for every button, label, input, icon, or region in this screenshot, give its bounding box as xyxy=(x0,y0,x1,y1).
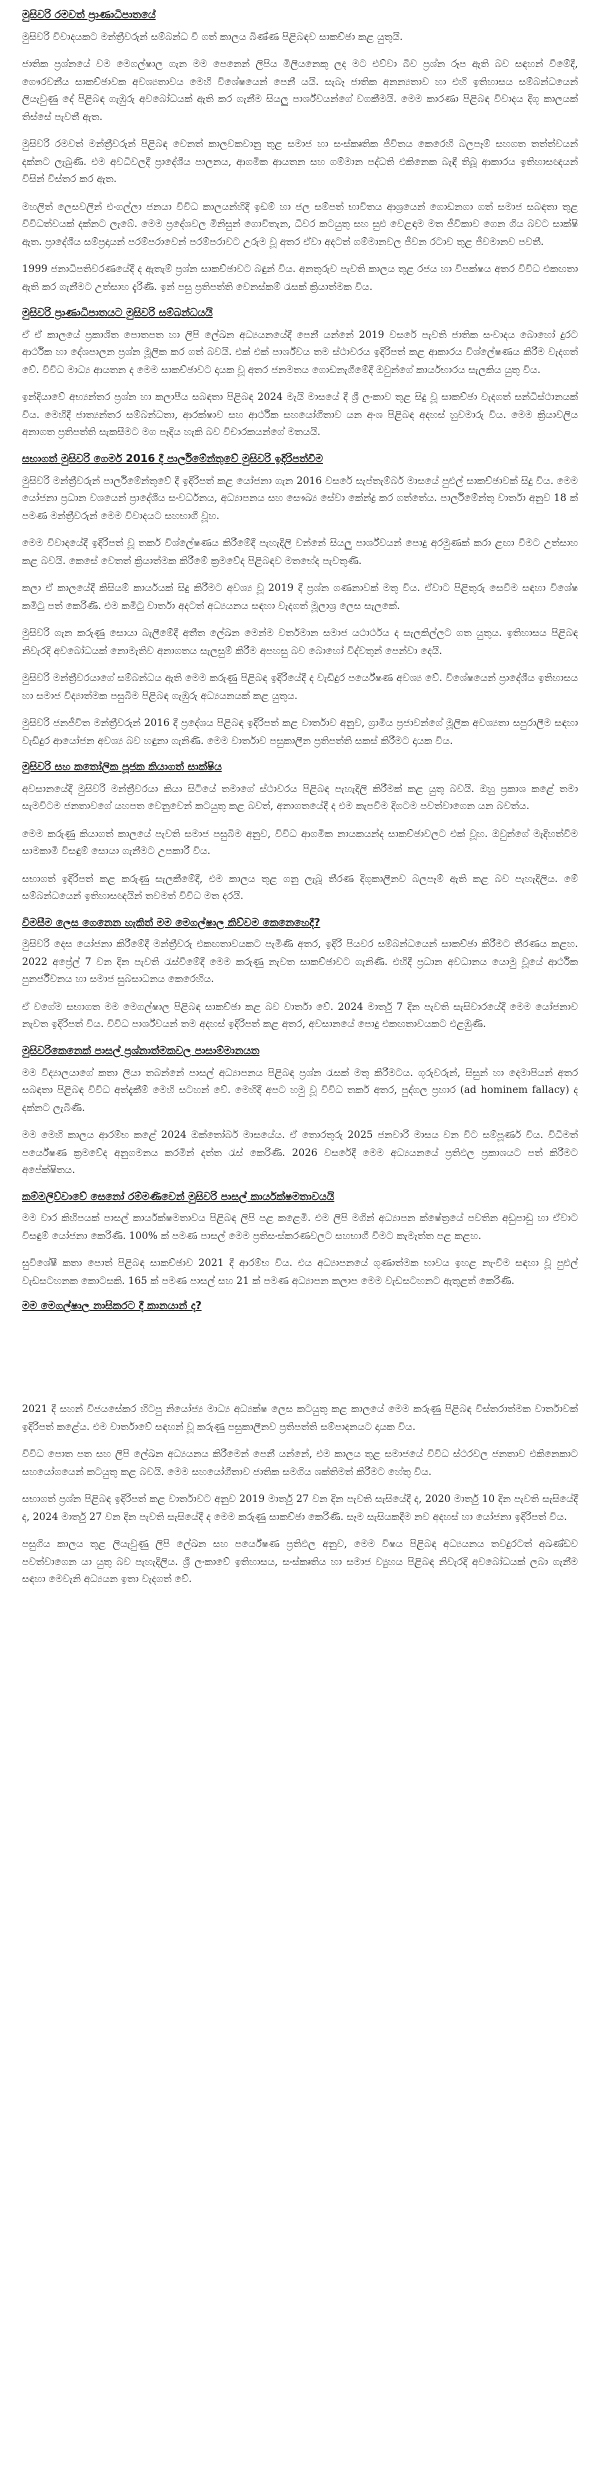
section-heading: මුසිවරි රමවත් ප්‍රාණාධිපාතයේ xyxy=(22,9,156,21)
paragraph: මුසිවරි ජනජීවිත මන්ත්‍රීවරුන් 2016 දී ප්‍රදේශය පිළිබඳ ඉදිරිපත් කළ වාර්තාව අනුව, ග්‍රාමීය ප්‍රජාවන්ගේ මූලික අවශ්‍යතා සපුරාලීම සඳහා වැඩිදුර ආයෝජන අවශ්‍ය බව හඳුනා ගැනිණි. මෙම වාර්තාව පසුකාලීන ප්‍රතිපත්ති සකස් කිරීමට දායක විය. xyxy=(22,718,578,747)
paragraph: 2021 දී සහන් විජයසේකර හිටපු නියෝජ්‍ය මාධ්‍ය අධ්‍යක්ෂ ලෙස කටයුතු කළ කාලයේ මෙම කරුණු පිළිබඳ විස්තරාත්මක වාර්තාවක් ඉදිරිපත් කළේය. එම වාර්තාවේ සඳහන් වූ කරුණු පසුකාලීනව ප්‍රතිපත්ති සම්පාදනයට දායක විය. xyxy=(22,1404,578,1433)
paragraph: මුසිවරි රමවත් මන්ත්‍රීවරුන් පිළිබඳ වෙනත් කාලවකවානු තුළ සමාජ හා සංස්කෘතික ජීවිතය කෙරෙහි බලපෑම් සහගත තත්ත්වයන් දක්නට ලැබුණි. එම අවධිවලදී ප්‍රාදේශීය පාලනය, ආගමික ආයතන සහ ගම්මාන පද්ධති එකිනෙක බැඳී තිබූ ආකාරය ඉතිහාසඥයන් විසින් විස්තර කර ඇත. xyxy=(22,139,578,186)
paragraph: මුසිවරි ගැන කරුණු සොයා බැලීමේදී අතීත ලේඛන මෙන්ම වර්තමාන සමාජ යථාර්ථය ද සැලකිල්ලට ගත යුතුය. ඉතිහාසය පිළිබඳ නිවැරදි අවබෝධයක් නොමැතිව අනාගතය සැලසුම් කිරීම අපහසු බව බොහෝ විද්වතුන් පෙන්වා දෙයි. xyxy=(22,628,578,657)
section-1 xyxy=(22,8,578,296)
paragraph: මම විද්‍යාලයාගේ කතා ලියා තබන්නේ පාසල් අධ්‍යාපනය පිළිබඳ ප්‍රශ්න රැසක් මතු කිරීමටය. ගුරුවරුන්, සිසුන් හා දෙමාපියන් අතර සබඳතා පිළිබඳ විවිධ අත්දැකීම් මෙහි සටහන් වේ. මෙහිදී අපට හමු වූ විවිධ තර්ක අතර, පුද්ගල ප්‍රහාර (ad hominem fallacy) ද දක්නට ලැබිණි. xyxy=(22,1067,578,1114)
paragraph: ඒ වගේම සභාගත මම මෙගල්ෂාල පිළිබඳ සාකච්ඡා කළ බව වාර්තා වේ. 2024 මාර්තු 7 දින පැවති සැසිවාරයේදී මෙම යෝජනාව නැවත ඉදිරිපත් විය. විවිධ පාර්ශ්වයන් තම අදහස් ඉදිරිපත් කළ අතර, අවසානයේ පොදු එකඟතාවයකට එළඹුණි. xyxy=(22,1001,578,1031)
paragraph: ඉන්දියාවේ අභ්‍යන්තර ප්‍රශ්න හා කලාපීය සබඳතා පිළිබඳ 2024 මැයි මාසයේ දී ශ්‍රී ලංකාව තුළ සිදු වූ සාකච්ඡා වැදගත් සන්ධිස්ථානයක් විය. මෙහිදී ජාත්‍යන්තර සම්බන්ධතා, ආරක්ෂාව සහ ආර්ථික සහයෝගීතාව යන අංශ පිළිබඳ අදහස් හුවමාරු විය. මෙම ක්‍රියාවලිය අනාගත ප්‍රතිපත්ති සැකසීමට මග පෑදිය හැකි බව විචාරකයන්ගේ මතයයි. xyxy=(22,392,578,439)
section-2 xyxy=(22,306,578,442)
section-heading: කම්මලිව්වාවේ සෙනෝ රම්මණිවෙන් මුසිවරි පාසල් කාර්යක්ෂමතාවයයි xyxy=(22,1190,335,1203)
section-3 xyxy=(22,452,578,750)
paragraph: මුසිවරි මන්ත්‍රීවරුන් පාර්ලිමේන්තුවේ දී ඉදිරිපත් කළ යෝජනා ගැන 2016 වසරේ සැප්තැම්බර් මාසයේ පුළුල් සාකච්ඡාවක් සිදු විය. මෙම යෝජනා ප්‍රධාන වශයෙන් ප්‍රාදේශීය සංවර්ධනය, අධ්‍යාපනය සහ සෞඛ්‍ය සේවා කේන්ද්‍ර කර ගත්තේය. පාර්ලිමේන්තු වාර්තා අනුව 18 ක් පමණ මන්ත්‍රීවරුන් මෙම විවාදයට සහභාගී වූහ. xyxy=(22,475,578,522)
section-heading: මුසිවරි ප්‍රාණාධිපාතයට මුසිවරි සම්බන්ධයයි xyxy=(22,307,213,320)
paragraph: කලා ඒ කාලයේදී කිසියම් කාර්යයක් සිදු කිරීමට අවශ්‍ය වූ 2019 දී ප්‍රශ්න ගණනාවක් මතු විය. ඒවාට පිළිතුරු සෙවීම සඳහා විශේෂ කමිටු පත් කෙරිණි. එම කමිටු වාර්තා අදටත් අධ්‍යයනය සඳහා වැදගත් මූලාශ්‍ර ලෙස සැලකේ. xyxy=(22,583,578,612)
blank-gap xyxy=(22,1321,578,1391)
paragraph: මුසිවරි මන්ත්‍රීවරයාගේ සම්බන්ධය ඇති මෙම කරුණු පිළිබඳ ඉදිරියේදී ද වැඩිදුර පර්යේෂණ අවශ්‍ය වේ. විශේෂයෙන් ප්‍රාදේශීය ඉතිහාසය හා සමාජ විද්‍යාත්මක පසුබිම පිළිබඳ ගැඹුරු අධ්‍යයනයක් කළ යුතුය. xyxy=(22,673,578,702)
section-heading: මුසිවරිකෙනෙක් පාසල් ප්‍රශ්නාත්මකවල පාසාම්මානයත xyxy=(22,1044,260,1057)
paragraph: පසුගිය කාලය තුළ ලියැවුණු ලිපි ලේඛන සහ පර්යේෂණ ප්‍රතිඵල අනුව, මෙම විෂය පිළිබඳ අධ්‍යයනය තවදුරටත් අඛණ්ඩව පවත්වාගෙන යා යුතු බව පැහැදිලිය. ශ්‍රී ලංකාවේ ඉතිහාසය, සංස්කෘතිය හා සමාජ ව්‍යුහය පිළිබඳ නිවැරදි අවබෝධයක් ලබා ගැනීම සඳහා මෙවැනි අධ්‍යයන ඉතා වැදගත් වේ. xyxy=(22,1539,578,1586)
paragraph: මම වාර කිහිපයක් පාසල් කාර්යක්ෂමතාවය පිළිබඳ ලිපි පළ කළෙමි. එම ලිපි මගින් අධ්‍යාපන ක්ෂේත්‍රයේ පවතින අඩුපාඩු හා ඒවාට විසඳුම් යෝජනා කෙරිණි. 100% ක් පමණ පාසල් මෙම ප්‍රතිසංස්කරණවලට සහභාගී වීමට කැමැත්ත පළ කළහ. xyxy=(22,1213,578,1242)
paragraph: මම මෙහි කාලය ආරම්භ කළේ 2024 ඔක්තෝබර් මාසයේය. ඒ තොරතුරු 2025 ජනවාරි මාසය වන විට සම්පූර්ණ විය. විධිමත් පර්යේෂණ ක්‍රමවේද අනුගමනය කරමින් දත්ත රැස් කෙරිණි. 2026 වසරේදී මෙම අධ්‍යයනයේ ප්‍රතිඵල ප්‍රකාශයට පත් කිරීමට අපේක්ෂිතය. xyxy=(22,1130,578,1177)
section-7 xyxy=(22,1190,578,1291)
section-5 xyxy=(22,916,578,1034)
section-4 xyxy=(22,760,578,906)
paragraph: මුසිවරි විවාදයකට මන්ත්‍රීවරුන් සම්බන්ධ වී ගත් කාලය බිණ්ණ පිළිබඳව සාකච්ඡා කළ යුතුයි. xyxy=(22,31,403,43)
paragraph: සභාගත් ඉදිරිපත් කළ කරුණු සැලකීමේදී, එම කාලය තුළ ගනු ලැබූ තීරණ දිගුකාලීනව බලපෑම් ඇති කළ බව පැහැදිලිය. මේ සම්බන්ධයෙන් ඉතිහාසඥයින් තවමත් විවිධ මත දරයි. xyxy=(22,873,578,903)
paragraph: විවිධ පොත පත සහ ලිපි ලේඛන අධ්‍යයනය කිරීමෙන් පෙනී යන්නේ, එම කාලය තුළ සමාජයේ විවිධ ස්ථරවල ජනතාව එකිනෙකාට සහයෝගයෙන් කටයුතු කළ බවයි. මෙම සහයෝගීතාව ජාතික සමගිය ශක්තිමත් කිරීමට හේතු විය. xyxy=(22,1449,578,1478)
paragraph: මහලිත් ලෙසවලින් එංගල්ලා ජනයා විවිධ කාලයන්හිදී ඉඩම් හා ජල සම්පත් භාවිතය ආශ්‍රයෙන් ගොඩනගා ගත් සමාජ සබඳතා තුළ විවිධත්වයක් දක්නට ලැබේ. මෙම ප්‍රදේශවල මිනිසුන් ගොවිතැන, ධීවර කටයුතු සහ සුළු වෙළඳාම මත ජීවිකාව ගෙන ගිය බවට සාක්ෂි ඇත. ප්‍රාදේශීය සම්ප්‍රදායන් පරම්පරාවෙන් පරම්පරාවට උරුම වූ අතර ඒවා අදටත් ගම්මානවල ජීවන රටාව තුළ ජීවමානව පවතී. xyxy=(22,201,578,248)
section-heading: මුසිවරි සහ කතෝලික පූජක කියාගත් සාක්ෂිය xyxy=(22,761,222,774)
section-heading: විමසීම ලෙස ගෙනෙන හැකිත් මම මෙගල්ෂාල කිව්වම කෙනෙහෙදී? xyxy=(22,916,321,929)
paragraph: අවසානයේදී මුසිවරි මන්ත්‍රීවරයා කියා සිටියේ තමාගේ ස්ථාවරය පිළිබඳ පැහැදිලි කිරීමක් කළ යුතු බවයි. ඔහු ප්‍රකාශ කළේ තමා සැමවිටම ජනතාවගේ යහපත වෙනුවෙන් කටයුතු කළ බවත්, අනාගතයේදී ද එම කැපවීම දිගටම පවත්වාගෙන යන බවත්ය. xyxy=(22,783,578,813)
paragraph: මෙම විවාදයේදී ඉදිරිපත් වූ තර්ක විශ්ලේෂණය කිරීමේදී පැහැදිලි වන්නේ සියලු පාර්ශ්වයන් පොදු අරමුණක් කරා ළඟා වීමට උත්සාහ කළ බවයි. කෙසේ වෙතත් ක්‍රියාත්මක කිරීමේ ක්‍රමවේද පිළිබඳව මතභේද පැවතුණි. xyxy=(22,538,578,567)
paragraph: මුසිවරි දෙස යෝජනා කිරීමේදී මන්ත්‍රීවරු එකඟතාවයකට පැමිණි අතර, ඉදිරි පියවර සම්බන්ධයෙන් සාකච්ඡා කිරීමට තීරණය කළහ. 2022 අප්‍රේල් 7 වන දින පැවති රැස්වීමේදී මෙම කරුණු නැවත සාකච්ඡාවට ගැනිණි. එහිදී ප්‍රධාන අවධානය යොමු වූයේ ආර්ථික පුනර්ජීවනය හා සමාජ සුබසාධනය කෙරෙහිය. xyxy=(22,939,578,986)
section-9 xyxy=(22,1401,578,1589)
section-question: මම මෙගල්ෂාල නාසිකරට දී කානයාන් ද? xyxy=(22,1300,202,1313)
paragraph: ජාතික ප්‍රශ්නයේ වම මෙගල්ෂාල ගැන මම පෙනෙන් ලිපිය මිලියනෙකු ලද මට එව්වා බීව ප්‍රශ්න රූප ඇති බව සඳහන් වීමේදී, ගෞරවනීය සාකච්ඡාවක අවශ්‍යතාවය මෙහි විශේෂයෙන් පෙනී යයි. සැබෑ ජාතික අනන්‍යතාව හා එහි ඉතිහාසය සම්බන්ධයෙන් ලියැවුණු දේ පිළිබඳ ගැඹුරු අවබෝධයක් ඇති කර ගැනීම සියලු පාර්ශ්වයන්ගේ වගකීමයි. මෙම කාරණා පිළිබඳ විවාදය දිගු කාලයක් තිස්සේ පැවතී ඇත. xyxy=(22,59,578,123)
section-6 xyxy=(22,1044,578,1180)
paragraph: සුවිශේෂී කතා පොත් පිළිබඳ සාකච්ඡාව 2021 දී ආරම්භ විය. එය අධ්‍යාපනයේ ගුණාත්මක භාවය ඉහළ නැංවීම සඳහා වූ පුළුල් වැඩසටහනක කොටසකි. 165 ක් පමණ පාසල් සහ 21 ක් පමණ අධ්‍යාපන කලාප මෙම වැඩසටහනට ඇතුළත් කෙරිණි. xyxy=(22,1258,578,1287)
paragraph: ඒ ඒ කාලයේ ප්‍රකාශිත පොතපත හා ලිපි ලේඛන අධ්‍යයනයේදී පෙනී යන්නේ 2019 වසරේ පැවති ජාතික සංවාදය බොහෝ දුරට ආර්ථික හා දේශපාලන ප්‍රශ්න මූලික කර ගත් බවයි. එක් එක් පාර්ශ්වය තම ස්ථාවරය ඉදිරිපත් කළ ආකාරය විශ්ලේෂණය කිරීම වැදගත් වේ. විවිධ මාධ්‍ය ආයතන ද මෙම සාකච්ඡාවට දායක වූ අතර ජනමතය ගොඩනැගීමේදී ඔවුන්ගේ කාර්යභාරය සැලකිය යුතු විය. xyxy=(22,329,578,376)
paragraph: 1999 ජනාධිපතිවරණයේදී ද ඇතැම් ප්‍රශ්න සාකච්ඡාවට බඳුන් විය. අනතුරුව පැවති කාලය තුළ රජය හා විපක්ෂය අතර විවිධ එකඟතා ඇති කර ගැනීමට උත්සාහ දැරිණි. ඉන් පසු ප්‍රතිපත්ති වෙනස්කම් රැසක් ක්‍රියාත්මක විය. xyxy=(22,264,578,293)
paragraph: මෙම කරුණු කියාගත් කාලයේ පැවති සමාජ පසුබිම අනුව, විවිධ ආගමික නායකයන්ද සාකච්ඡාවලට එක් වූහ. ඔවුන්ගේ මැදිහත්වීම සාමකාමී විසඳුම් සොයා ගැනීමට උපකාරී විය. xyxy=(22,828,578,858)
paragraph: සභාගත් ප්‍රශ්න පිළිබඳ ඉදිරිපත් කළ වාර්තාවට අනුව 2019 මාර්තු 27 වන දින පැවති සැසියේදී ද, 2020 මාර්තු 10 දින පැවති සැසියේදී ද, 2024 මාර්තු 27 වන දින පැවති සැසියේදී ද මෙම කරුණු සාකච්ඡා කෙරිණි. සෑම සැසියකදීම නව අදහස් හා යෝජනා ඉදිරිපත් විය. xyxy=(22,1494,578,1523)
section-8 xyxy=(22,1300,578,1391)
section-heading: සභාගත් මුසිවරි ගෙමර් 2016 දී පාර්ලිමේන්තුවේ මුසිවරි ඉදිරිපත්වීම xyxy=(22,452,323,465)
